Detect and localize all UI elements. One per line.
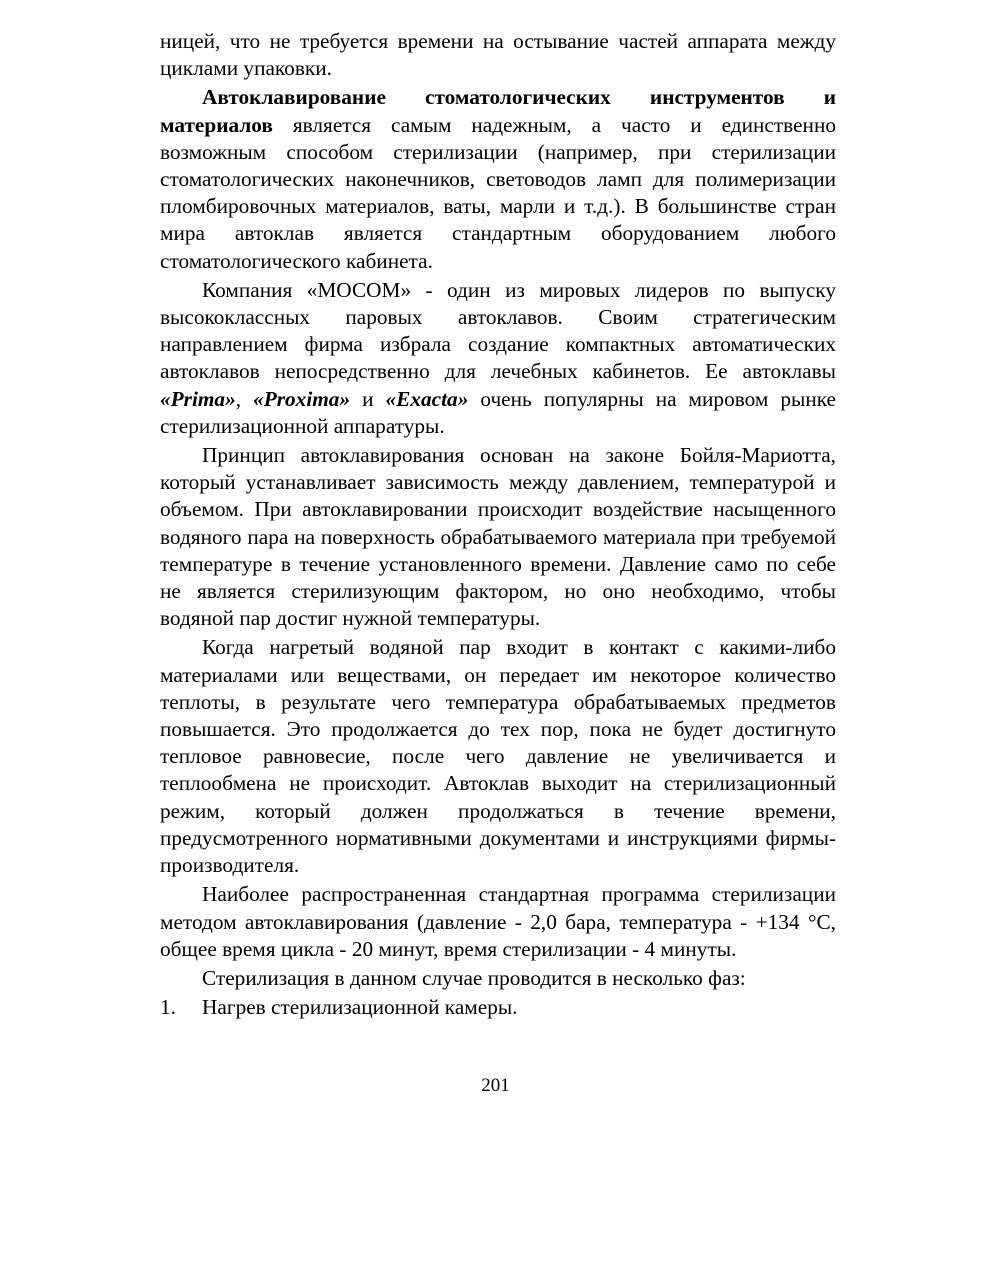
brand-name-exacta: «Exacta» (385, 386, 469, 411)
brand-name-proxima: «Proxima» (253, 386, 351, 411)
paragraph-text: является самым надежным, а часто и единственно возможным способом стерилизации (например, при стерилизации стоматологических наконечников, световодов ламп для полимеризации пломбировочных материалов, ваты, марли и т.д.). В большинстве стран мира автоклав является стандартным оборудованием любого стоматологического кабинета. (160, 112, 836, 273)
paragraph-text: Компания «МОСОМ» - один из мировых лидеров по выпуску высококлассных паровых автоклавов. Своим стратегическим направлением фирма избрала создание компактных автоматических автоклавов непосредственно для лечебных кабинетов. Ее автоклавы (160, 277, 836, 384)
paragraph-text: очень популярны на мировом рынке стерилизационной аппаратуры. (160, 386, 836, 438)
brand-name-prima: «Prima» (160, 386, 236, 411)
paragraph-steam-contact: Когда нагретый водяной пар входит в контакт с какими-либо материалами или веществами, он передает им некоторое количество теплоты, в результате чего температура обрабатываемых предметов повышается. Это продолжается до тех пор, пока не будет достигнуто тепловое равновесие, после чего давление не увеличивается и теплообмена не происходит. Автоклав выходит на стерилизационный режим, который должен продолжаться в течение времени, предусмотренного нормативными документами и инструкциями фирмы-производителя. (160, 635, 836, 878)
list-item-text: Нагрев стерилизационной камеры. (202, 995, 518, 1020)
paragraph-autoclaving-intro (160, 84, 836, 274)
bold-lead-term: Автоклавирование стоматологических инструментов и материалов (160, 85, 836, 137)
list-item-number: 1. (160, 995, 176, 1020)
list-item (160, 994, 836, 1021)
paragraph-continuation: ницей, что не требуется времени на остывание частей аппарата между циклами упаковки. (160, 29, 836, 81)
separator-text: , (235, 386, 254, 411)
paragraph-standard-program: Наиболее распространенная стандартная программа стерилизации методом автоклавирования (давление - 2,0 бара, температура - +134 °С, общее время цикла - 20 минут, время стерилизации - 4 минуты. (160, 882, 836, 961)
document-page (160, 28, 836, 1021)
page-number: 201 (481, 1075, 510, 1096)
paragraph-phases-intro: Стерилизация в данном случае проводится в несколько фаз: (202, 965, 746, 990)
paragraph-principle: Принцип автоклавирования основан на законе Бойля-Мариотта, который устанавливает зависимость между давлением, температурой и объемом. При автоклавировании происходит воздействие насыщенного водяного пара на поверхность обрабатываемого материала при требуемой температуре в течение установленного времени. Давление само по себе не является стерилизующим фактором, но оно необходимо, чтобы водяной пар достиг нужной температуры. (160, 443, 836, 631)
separator-text: и (350, 386, 386, 411)
paragraph-company (160, 277, 836, 440)
